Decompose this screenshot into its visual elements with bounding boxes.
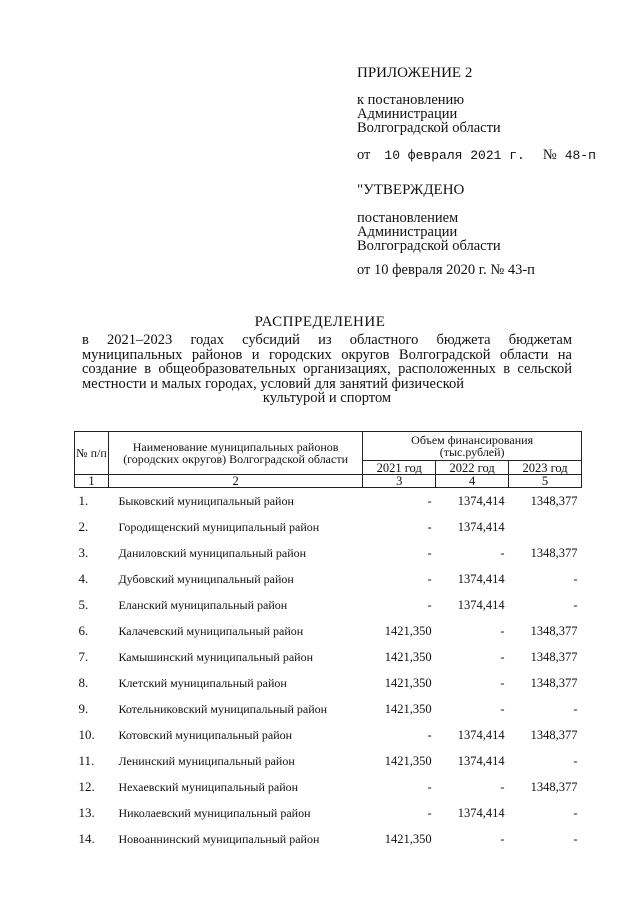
row-value-2023: - bbox=[573, 832, 578, 846]
row-value-2021: 1421,350 bbox=[384, 676, 432, 690]
header-year-2022: 2022 год bbox=[436, 461, 509, 475]
funding-table bbox=[74, 431, 582, 852]
index-cell: 5 bbox=[509, 475, 582, 488]
row-number: 7. bbox=[78, 649, 89, 664]
approved-heading: "УТВЕРЖДЕНО bbox=[357, 182, 465, 198]
row-value-2023: - bbox=[573, 572, 578, 586]
header-year-2021: 2021 год bbox=[363, 461, 436, 475]
row-value-2023: 1348,377 bbox=[530, 546, 578, 560]
index-cell: 3 bbox=[363, 475, 436, 488]
row-value-2022: 1374,414 bbox=[457, 494, 505, 508]
row-name: Котовский муниципальный район bbox=[118, 728, 293, 742]
row-number: 10. bbox=[78, 727, 95, 742]
row-value-2021: - bbox=[427, 520, 432, 534]
appendix-line2: Администрации bbox=[357, 106, 458, 122]
row-value-2022: 1374,414 bbox=[457, 754, 505, 768]
appendix-heading: ПРИЛОЖЕНИЕ 2 bbox=[357, 65, 473, 81]
table-row bbox=[75, 566, 582, 592]
table-row bbox=[75, 488, 582, 515]
row-name: Калачевский муниципальный район bbox=[118, 624, 304, 638]
row-name: Клетский муниципальный район bbox=[118, 676, 287, 690]
row-name: Даниловский муниципальный район bbox=[118, 546, 307, 560]
appendix-line3: Волгоградской области bbox=[357, 120, 501, 136]
approved-line1: постановлением bbox=[357, 210, 459, 226]
document-description bbox=[82, 333, 572, 406]
row-value-2023: 1348,377 bbox=[530, 728, 578, 742]
row-value-2023: - bbox=[573, 702, 578, 716]
header-num: № п/п bbox=[75, 432, 109, 475]
row-number: 8. bbox=[78, 675, 89, 690]
row-value-2023: - bbox=[573, 598, 578, 612]
row-number: 6. bbox=[78, 623, 89, 638]
row-value-2023: 1348,377 bbox=[530, 780, 578, 794]
appendix-date-line bbox=[357, 146, 596, 164]
row-value-2023: 1348,377 bbox=[530, 494, 578, 508]
row-value-2022: - bbox=[500, 780, 505, 794]
row-number: 11. bbox=[78, 753, 95, 768]
row-name: Николаевский муниципальный район bbox=[118, 806, 311, 820]
appendix-date: 10 февраля 2021 г. bbox=[384, 148, 525, 163]
row-value-2022: 1374,414 bbox=[457, 806, 505, 820]
document-title: РАСПРЕДЕЛЕНИЕ bbox=[254, 314, 386, 330]
header-funding: Объем финансирования (тыс.рублей) bbox=[363, 432, 582, 461]
row-value-2022: - bbox=[500, 650, 505, 664]
row-name: Котельниковский муниципальный район bbox=[118, 702, 328, 716]
row-number: 5. bbox=[78, 597, 89, 612]
row-value-2021: - bbox=[427, 806, 432, 820]
approved-line2: Администрации bbox=[357, 224, 458, 240]
row-value-2021: - bbox=[427, 728, 432, 742]
row-number: 13. bbox=[78, 805, 95, 820]
table-row bbox=[75, 644, 582, 670]
row-number: 4. bbox=[78, 571, 89, 586]
row-number: 2. bbox=[78, 519, 89, 534]
row-value-2022: - bbox=[500, 702, 505, 716]
header-name: Наименование муниципальных районов (городских округов) Волгоградской области bbox=[108, 432, 362, 475]
row-value-2021: 1421,350 bbox=[384, 702, 432, 716]
table-row bbox=[75, 696, 582, 722]
row-value-2021: 1421,350 bbox=[384, 650, 432, 664]
row-value-2021: 1421,350 bbox=[384, 624, 432, 638]
row-name: Дубовский муниципальный район bbox=[118, 572, 294, 586]
table-row bbox=[75, 748, 582, 774]
row-value-2022: - bbox=[500, 546, 505, 560]
table-row bbox=[75, 618, 582, 644]
row-value-2022: 1374,414 bbox=[457, 728, 505, 742]
index-cell: 4 bbox=[436, 475, 509, 488]
appendix-number: 48-п bbox=[564, 148, 596, 163]
row-value-2021: - bbox=[427, 780, 432, 794]
row-name: Ленинский муниципальный район bbox=[118, 754, 295, 768]
table-row bbox=[75, 670, 582, 696]
table-row bbox=[75, 826, 582, 852]
header-year-2023: 2023 год bbox=[509, 461, 582, 475]
row-name: Быковский муниципальный район bbox=[118, 494, 294, 508]
row-value-2022: 1374,414 bbox=[457, 520, 505, 534]
table-row bbox=[75, 800, 582, 826]
description-text: в 2021–2023 годах субсидий из областного бюджета бюджетам муниципальных районов и городских округов Волгоградской области на создание в общеобразовательных организациях, расположенных в сельской местности и малых городах, условий для занятий физической bbox=[82, 332, 572, 392]
row-value-2023: 1348,377 bbox=[530, 676, 578, 690]
approved-date-line: от 10 февраля 2020 г. № 43-п bbox=[357, 262, 535, 278]
row-value-2021: - bbox=[427, 598, 432, 612]
row-value-2022: - bbox=[500, 676, 505, 690]
row-value-2022: 1374,414 bbox=[457, 598, 505, 612]
row-number: 9. bbox=[78, 701, 89, 716]
table-row bbox=[75, 514, 582, 540]
row-name: Еланский муниципальный район bbox=[118, 598, 288, 612]
row-value-2021: 1421,350 bbox=[384, 832, 432, 846]
row-value-2021: - bbox=[427, 546, 432, 560]
description-last-line: культурой и спортом bbox=[262, 390, 392, 406]
row-name: Новоаннинский муниципальный район bbox=[118, 832, 320, 846]
appendix-line1: к постановлению bbox=[357, 92, 465, 108]
row-number: 14. bbox=[78, 831, 95, 846]
row-name: Городищенский муниципальный район bbox=[118, 520, 320, 534]
row-value-2021: - bbox=[427, 494, 432, 508]
table-row bbox=[75, 774, 582, 800]
row-name: Камышинский муниципальный район bbox=[118, 650, 314, 664]
row-number: 3. bbox=[78, 545, 89, 560]
row-value-2023 bbox=[509, 514, 582, 540]
row-value-2023: - bbox=[573, 806, 578, 820]
table-row bbox=[75, 540, 582, 566]
row-number: 1. bbox=[78, 493, 89, 508]
index-cell: 1 bbox=[75, 475, 109, 488]
table-row bbox=[75, 722, 582, 748]
row-name: Нехаевский муниципальный район bbox=[118, 780, 299, 794]
row-value-2022: - bbox=[500, 624, 505, 638]
row-value-2023: 1348,377 bbox=[530, 650, 578, 664]
row-value-2021: - bbox=[427, 572, 432, 586]
date-prefix: от bbox=[357, 147, 371, 163]
row-value-2023: 1348,377 bbox=[530, 624, 578, 638]
index-cell: 2 bbox=[108, 475, 362, 488]
row-number: 12. bbox=[78, 779, 95, 794]
row-value-2021: 1421,350 bbox=[384, 754, 432, 768]
row-value-2023: - bbox=[573, 754, 578, 768]
row-value-2022: - bbox=[500, 832, 505, 846]
row-value-2022: 1374,414 bbox=[457, 572, 505, 586]
number-sign: № bbox=[542, 147, 557, 163]
table-body bbox=[75, 488, 582, 853]
table-row bbox=[75, 592, 582, 618]
approved-line3: Волгоградской области bbox=[357, 238, 501, 254]
